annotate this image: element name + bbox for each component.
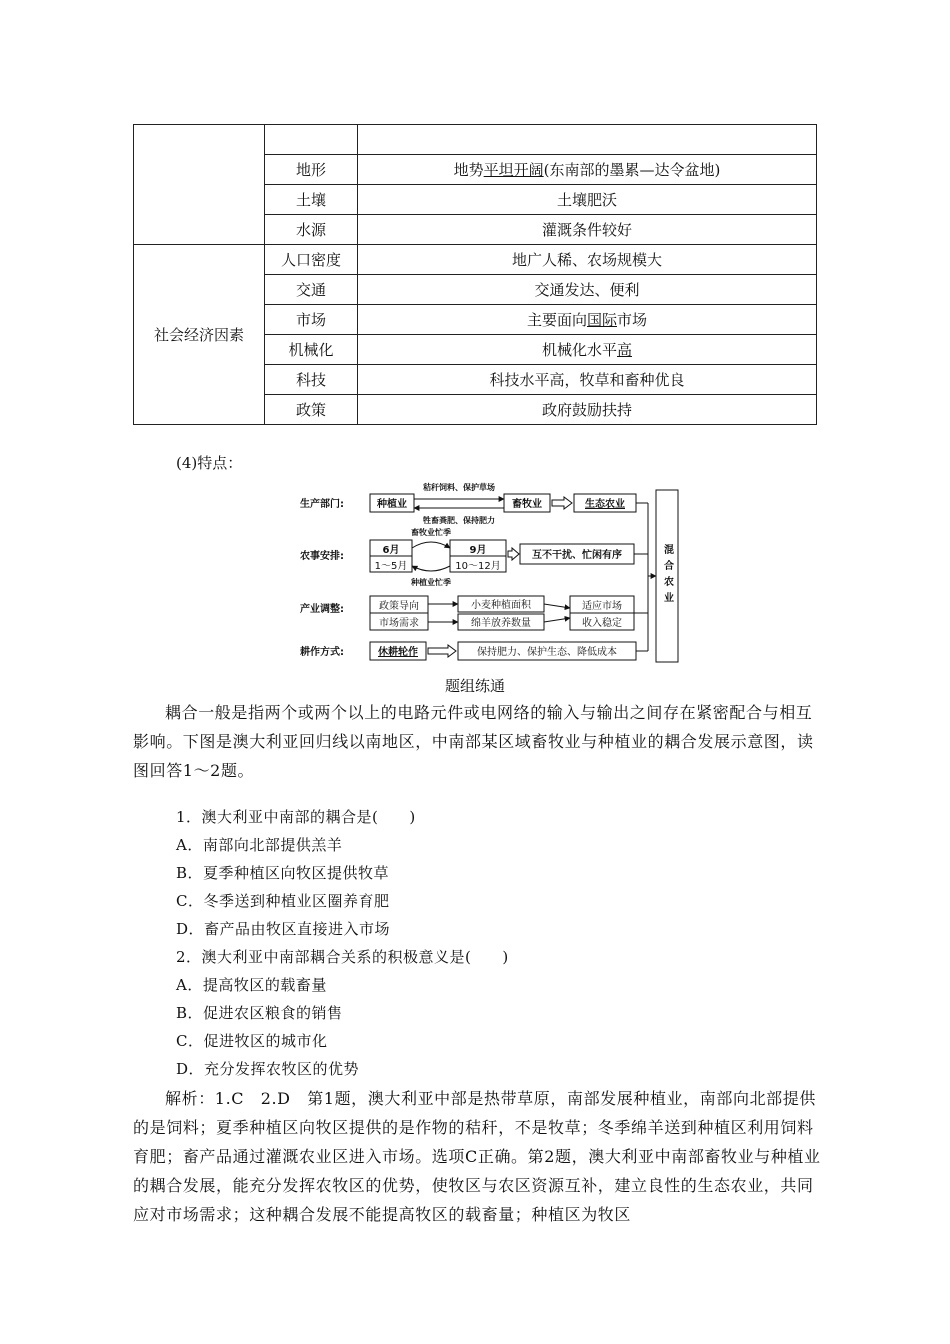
detail-cell: 政府鼓励扶持	[358, 395, 817, 425]
box-fallow: 休耕轮作	[378, 647, 418, 658]
box-sept-top: 9月	[469, 545, 487, 556]
detail-cell: 土壤肥沃	[358, 185, 817, 215]
table-row	[134, 125, 817, 155]
box-sept-bottom: 10～12月	[455, 561, 501, 572]
question-2: 2．澳大利亚中南部耦合关系的积极意义是( )	[176, 948, 509, 966]
section-title: (4)特点：	[176, 454, 243, 472]
table-row	[134, 245, 817, 275]
box-livestock: 畜牧业	[512, 499, 542, 510]
mixed-farming-diagram	[300, 478, 680, 666]
factor-cell: 科技	[265, 365, 358, 395]
factor-cell	[265, 125, 358, 155]
option-2d: D．充分发挥农牧区的优势	[176, 1060, 360, 1078]
detail-cell: 机械化水平高	[358, 335, 817, 365]
factor-cell: 机械化	[265, 335, 358, 365]
option-2c: C．促进牧区的城市化	[176, 1032, 328, 1050]
factor-cell: 人口密度	[265, 245, 358, 275]
label-planting-busy: 种植业忙季	[411, 578, 451, 587]
box-wheat: 小麦种植面积	[471, 600, 531, 611]
option-2b: B．促进农区粮食的销售	[176, 1004, 343, 1022]
box-adapt-top: 适应市场	[582, 601, 622, 612]
box-adapt-bottom: 收入稳定	[582, 618, 622, 629]
box-no-conflict: 互不干扰、忙闲有序	[532, 550, 622, 561]
factor-cell: 政策	[265, 395, 358, 425]
detail-cell	[358, 125, 817, 155]
detail-cell: 主要面向国际市场	[358, 305, 817, 335]
row-label-adjust: 产业调整:	[300, 604, 344, 615]
arrow-label-top: 秸秆饲料、保护草场	[423, 483, 495, 492]
box-eco: 生态农业	[585, 499, 625, 510]
box-mixed-agriculture: 混合农业	[661, 544, 673, 608]
detail-cell: 灌溉条件较好	[358, 215, 817, 245]
box-sheep: 绵羊放养数量	[471, 618, 531, 629]
option-1d: D．畜产品由牧区直接进入市场	[176, 920, 391, 938]
arrow-label-bottom: 牲畜粪肥、保持肥力	[423, 516, 495, 525]
factor-cell: 市场	[265, 305, 358, 335]
analysis-paragraph: 解析：1.C 2.D 第1题，澳大利亚中部是热带草原，南部发展种植业，南部向北部提供的是饲料；夏季种植区向牧区提供的是作物的秸秆，不是牧草；冬季绵羊送到种植区利用饲料育肥；畜产品通过灌溉农业区进入市场。选项C正确。第2题，澳大利亚中南部畜牧业与种植业的耦合发展，能充分发挥农牧区的优势，使牧区与农区资源互补，建立良性的生态农业，共同应对市场需求；这种耦合发展不能提高牧区的载畜量；种植区为牧区	[133, 1089, 821, 1224]
option-1c: C．冬季送到种植业区圈养育肥	[176, 892, 390, 910]
option-1b: B．夏季种植区向牧区提供牧草	[176, 864, 390, 882]
factors-table	[133, 124, 817, 425]
detail-cell: 科技水平高，牧草和畜种优良	[358, 365, 817, 395]
category-cell: 社会经济因素	[134, 245, 265, 425]
factor-cell: 土壤	[265, 185, 358, 215]
detail-cell: 地势平坦开阔(东南部的墨累—达令盆地)	[358, 155, 817, 185]
detail-cell: 地广人稀、农场规模大	[358, 245, 817, 275]
detail-cell: 交通发达、便利	[358, 275, 817, 305]
intro-paragraph: 耦合一般是指两个或两个以上的电路元件或电网络的输入与输出之间存在紧密配合与相互影响。下图是澳大利亚回归线以南地区，中南部某区域畜牧业与种植业的耦合发展示意图，读图回答1～2题。	[133, 703, 814, 780]
box-planting: 种植业	[377, 499, 407, 510]
box-june-bottom: 1～5月	[374, 561, 408, 572]
box-policy-bottom: 市场需求	[379, 618, 419, 629]
question-1: 1．澳大利亚中南部的耦合是( )	[176, 808, 416, 826]
label-livestock-busy: 畜牧业忙季	[411, 528, 451, 537]
row-label-farming: 耕作方式:	[300, 647, 344, 658]
box-protect: 保持肥力、保护生态、降低成本	[477, 647, 617, 658]
figure-caption: 题组练通	[444, 677, 505, 695]
category-cell	[134, 125, 265, 245]
row-label-production: 生产部门:	[300, 499, 344, 510]
box-policy-top: 政策导向	[379, 601, 419, 612]
box-june-top: 6月	[382, 545, 400, 556]
factor-cell: 地形	[265, 155, 358, 185]
option-1a: A．南部向北部提供羔羊	[176, 836, 343, 854]
option-2a: A．提高牧区的载畜量	[176, 976, 327, 994]
row-label-schedule: 农事安排:	[300, 551, 344, 562]
factor-cell: 交通	[265, 275, 358, 305]
factor-cell: 水源	[265, 215, 358, 245]
